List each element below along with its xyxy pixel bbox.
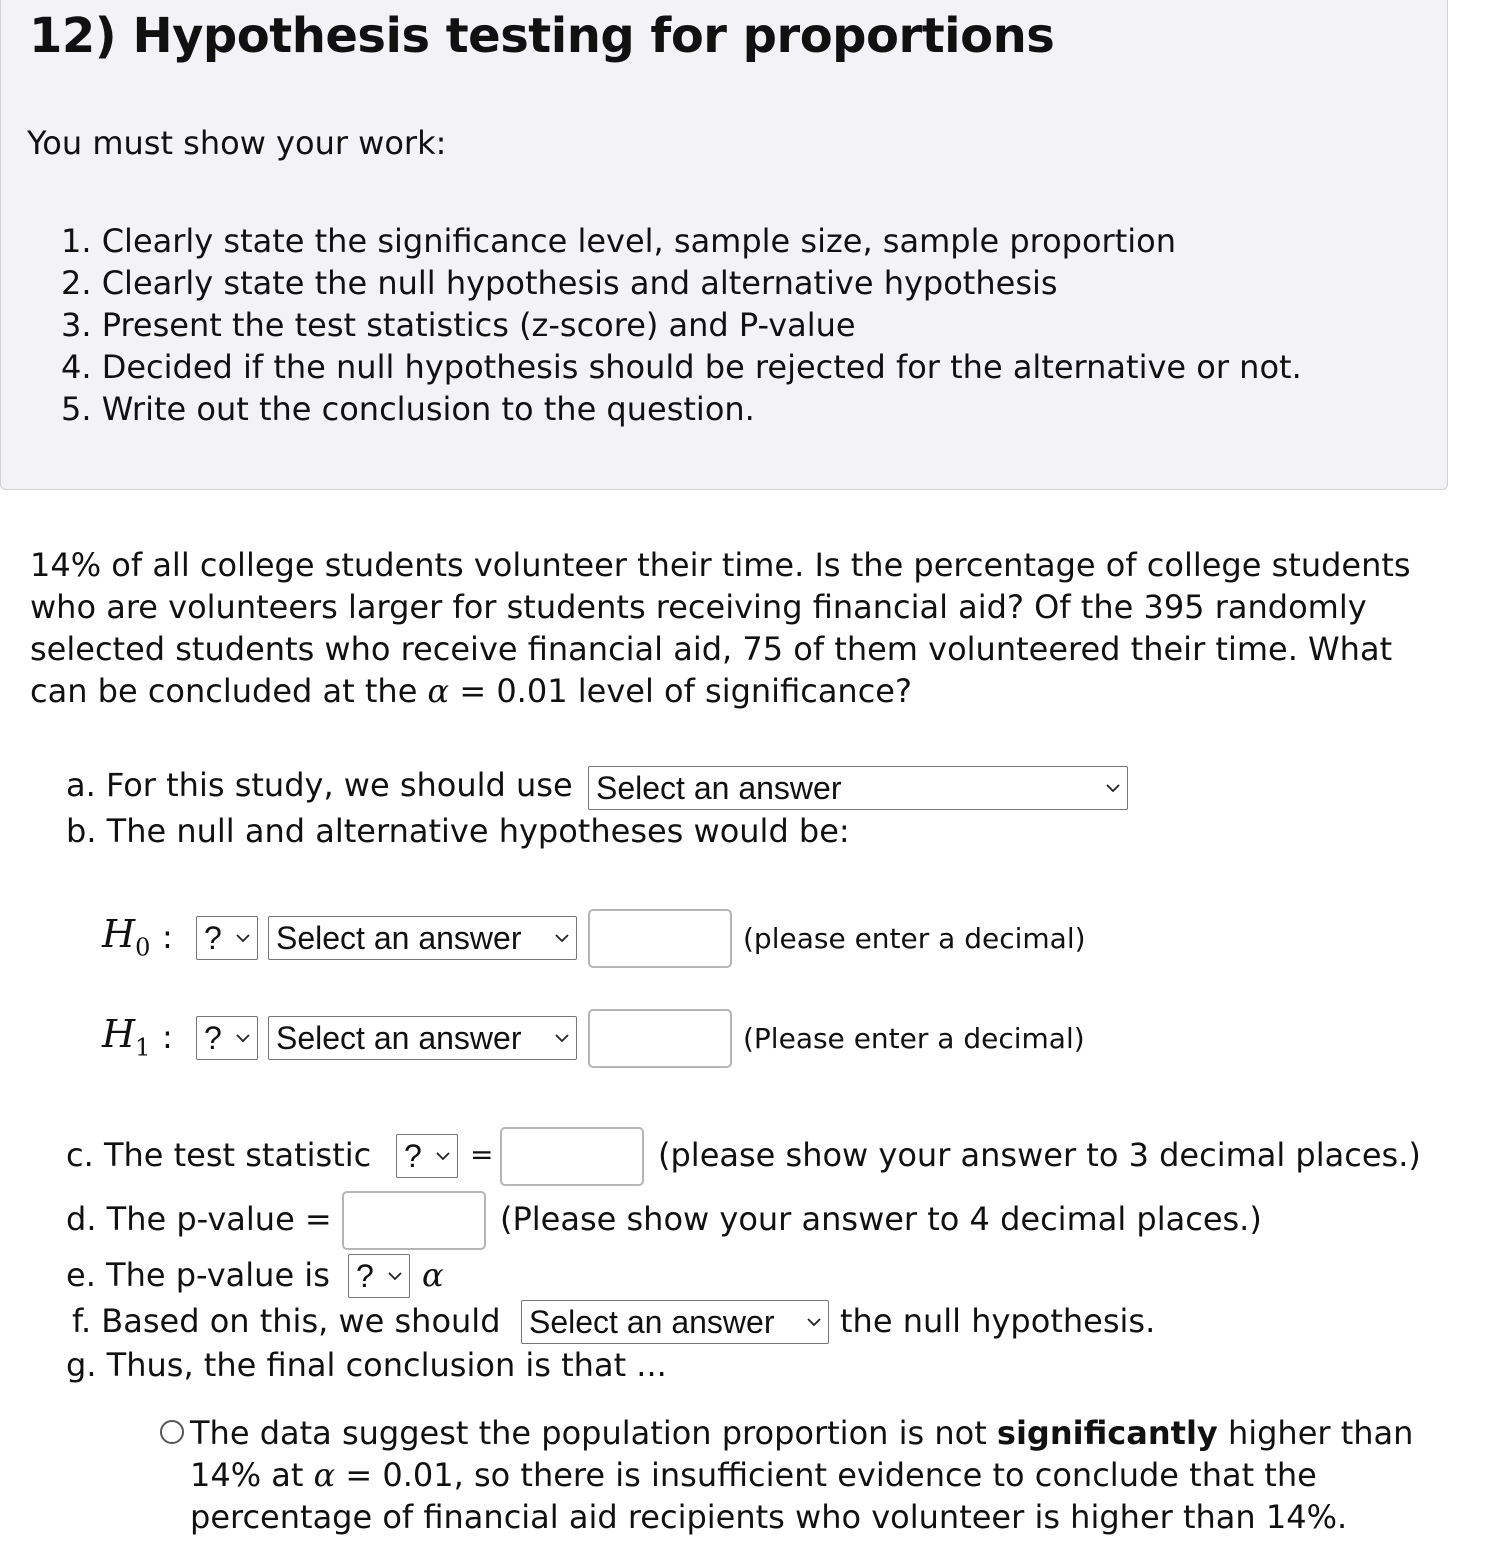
h0-operator-select[interactable] <box>196 916 258 960</box>
h1-colon: : <box>162 1018 173 1056</box>
question-g-label: g. Thus, the final conclusion is that ... <box>66 1346 667 1384</box>
p-value-note: (Please show your answer to 4 decimal places.) <box>500 1200 1262 1238</box>
h0-label <box>102 912 150 962</box>
conclusion-bold: significantly <box>996 1414 1218 1452</box>
h0-operator-value: ? <box>204 919 222 956</box>
h1-operator-select[interactable] <box>196 1016 258 1060</box>
decision-select-value: Select an answer <box>529 1303 775 1340</box>
alpha-symbol: α <box>422 1256 444 1294</box>
h1-note: (Please enter a decimal) <box>743 1022 1085 1055</box>
question-a-label: a. For this study, we should use <box>66 766 573 804</box>
h0-value-input[interactable] <box>588 909 732 968</box>
alpha-symbol: α <box>313 1456 336 1494</box>
chevron-down-icon <box>235 1033 251 1043</box>
h1-value-input[interactable] <box>588 1009 732 1068</box>
study-type-select[interactable] <box>588 766 1128 810</box>
chevron-down-icon <box>554 1033 570 1043</box>
p-value-comparison-select[interactable] <box>348 1254 410 1298</box>
chevron-down-icon <box>235 933 251 943</box>
test-statistic-select[interactable] <box>396 1134 458 1178</box>
conclusion-radio[interactable] <box>160 1420 184 1444</box>
problem-statement <box>30 544 1440 712</box>
chevron-down-icon <box>806 1317 822 1327</box>
test-statistic-select-value: ? <box>404 1137 422 1174</box>
h1-symbol: H <box>102 1012 136 1056</box>
page-title: 12) Hypothesis testing for proportions <box>29 8 1055 64</box>
h1-parameter-select[interactable] <box>268 1016 577 1060</box>
step-item: 5. Write out the conclusion to the question. <box>61 390 755 428</box>
conclusion-part3: = 0.01, so there is insufficient evidence to conclude that the percentage of financial aid recipients who volunteer is higher than 14%. <box>190 1456 1348 1536</box>
problem-text: 14% of all college students volunteer their time. Is the percentage of college students who are volunteers larger for students receiving financial aid? Of the 395 randomly selected students who receive financial aid, 75 of them volunteered their time. What can be concluded at the <box>30 546 1411 710</box>
study-type-select-value: Select an answer <box>596 769 842 806</box>
intro-text: You must show your work: <box>27 124 447 162</box>
conclusion-part1: The data suggest the population proportion is not <box>190 1414 997 1452</box>
chevron-down-icon <box>554 933 570 943</box>
h0-parameter-select[interactable] <box>268 916 577 960</box>
step-item: 2. Clearly state the null hypothesis and alternative hypothesis <box>61 264 1058 302</box>
test-statistic-note: (please show your answer to 3 decimal places.) <box>658 1136 1421 1174</box>
alpha-symbol: α <box>427 672 450 710</box>
h0-colon: : <box>162 918 173 956</box>
h1-subscript: 1 <box>135 1033 151 1062</box>
conclusion-option-text <box>190 1412 1430 1538</box>
h1-label <box>102 1012 150 1062</box>
h1-parameter-value: Select an answer <box>276 1019 522 1056</box>
question-e-label: e. The p-value is <box>66 1256 330 1294</box>
p-value-input[interactable] <box>342 1191 486 1250</box>
h0-subscript: 0 <box>135 933 151 962</box>
instructions-panel <box>0 0 1448 490</box>
test-statistic-input[interactable] <box>500 1127 644 1186</box>
step-item: 4. Decided if the null hypothesis should be rejected for the alternative or not. <box>61 348 1302 386</box>
step-item: 3. Present the test statistics (z-score) and P-value <box>61 306 856 344</box>
chevron-down-icon <box>435 1151 451 1161</box>
h0-note: (please enter a decimal) <box>743 922 1086 955</box>
p-value-comparison-value: ? <box>356 1257 374 1294</box>
decision-select[interactable] <box>521 1300 829 1344</box>
steps-list <box>61 220 1302 430</box>
conclusion-part2: higher than 14% at <box>190 1414 1414 1494</box>
question-c-label: c. The test statistic <box>66 1136 372 1174</box>
question-b-label: b. The null and alternative hypotheses would be: <box>66 812 850 850</box>
step-item: 1. Clearly state the significance level, sample size, sample proportion <box>61 222 1176 260</box>
question-f-suffix: the null hypothesis. <box>840 1302 1156 1340</box>
problem-text-end: = 0.01 level of significance? <box>449 672 912 710</box>
h0-symbol: H <box>102 912 136 956</box>
question-d-label: d. The p-value = <box>66 1200 332 1238</box>
chevron-down-icon <box>387 1271 403 1281</box>
chevron-down-icon <box>1105 783 1121 793</box>
h0-parameter-value: Select an answer <box>276 919 522 956</box>
h1-operator-value: ? <box>204 1019 222 1056</box>
question-f-label: f. Based on this, we should <box>72 1302 501 1340</box>
equals-sign: = <box>470 1138 494 1171</box>
